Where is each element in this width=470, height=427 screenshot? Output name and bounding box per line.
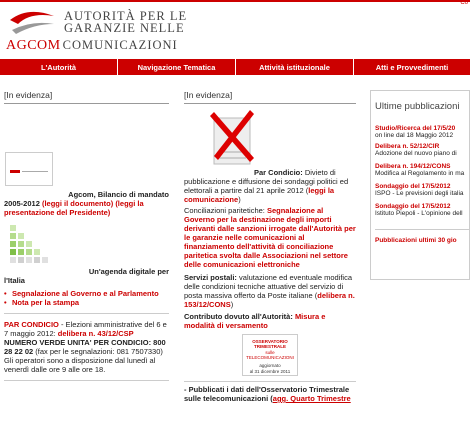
operatori-text: Gli operatori sono a disposizione dal lunedì al venerdì dalle ore 9 alle ore 18. [4, 356, 156, 374]
numero-verde: NUMERO VERDE UNITA' PER CONDICIO: 800 28 22 02 [4, 338, 166, 356]
bilancio-doc-link[interactable]: (leggi il documento) [41, 199, 114, 208]
list-item[interactable] [375, 125, 455, 139]
logo-text [64, 10, 187, 34]
par-condicio-text: - Elezioni amministrative del 6 e 7 maggio 2012: [4, 320, 167, 338]
publication-desc: Modifica al Regolamento in ma [375, 170, 465, 177]
osservatorio-news-link[interactable]: agg. Quarto Trimestre [272, 394, 351, 403]
agenda-title: Un'agenda digitale per [88, 267, 169, 276]
par-condicio-block [4, 320, 169, 338]
section-heading: [In evidenza] [4, 90, 169, 104]
par-condicio-link[interactable]: delibera n. 43/12/CSP [57, 329, 134, 338]
bilancio-block [4, 190, 169, 217]
osservatorio-title: OSSERVATORIO TRIMESTRALE [252, 339, 288, 349]
divider [375, 229, 469, 230]
logo-line-2: GARANZIE NELLE [64, 21, 185, 35]
conciliazioni-link[interactable]: Segnalazione al Governo per la destinazione degli importi derivanti dalle sanzioni irrogate dall'Autorità per le garanzie nelle comunicazioni al finanziamento dell'attività di conciliazione paritetica svolta dalle Associazioni nel settore delle comunicazioni elettroniche [184, 206, 356, 269]
bilancio-years: 2005-2012 [4, 199, 40, 208]
osservatorio-date-1: aggiornato [259, 363, 281, 368]
servizi-postali-news [184, 273, 356, 309]
list-item[interactable] [375, 163, 464, 177]
par-condicio-news-link[interactable]: leggi la comunicazione [184, 186, 335, 204]
contributo-label: Contributo dovuto all'Autorità: [184, 312, 295, 321]
servizi-postali-link[interactable]: delibera n. 153/12/CONS [184, 291, 355, 309]
logo-agcom-word: AGCOM [6, 38, 61, 53]
numero-verde-block [4, 338, 169, 356]
list-item[interactable] [375, 203, 463, 217]
nav-item-autorita[interactable]: L'Autorità [0, 59, 118, 76]
agenda-title-cont: l'Italia [4, 276, 25, 285]
conciliazioni-label: Conciliazioni paritetiche: [184, 206, 267, 215]
top-right-link[interactable]: Co [460, 0, 468, 6]
contributo-news [184, 312, 356, 330]
column-left [4, 90, 169, 387]
agenda-links [4, 289, 169, 307]
publication-desc: Istituto Piepoli - L'opinione dell [375, 210, 463, 217]
osservatorio-date-2: al 31 dicembre 2011 [249, 369, 291, 374]
bilancio-presentation-link[interactable]: (leggi la presentazione del Presidente) [4, 199, 144, 217]
ballot-x-icon[interactable] [210, 108, 258, 166]
publication-desc: Adozione del nuovo piano di [375, 150, 457, 157]
publication-title[interactable]: Delibera n. 52/12/CIR [375, 143, 440, 150]
ultime-pubblicazioni-panel [370, 90, 470, 280]
logo-line-3: COMUNICAZIONI [62, 38, 178, 52]
agenda-digitale-pyramid-icon[interactable] [8, 223, 52, 265]
par-condicio-news-close: ) [238, 195, 241, 204]
logo-swoosh-icon [8, 10, 56, 36]
servizi-postali-label: Servizi postali: [184, 273, 237, 282]
publication-title[interactable]: Sondaggio del 17/5/2012 [375, 203, 451, 210]
publications-30-days-link[interactable]: Pubblicazioni ultimi 30 gio [375, 237, 457, 244]
publication-title[interactable]: Delibera n. 194/12/CONS [375, 163, 451, 170]
fax-text: (fax per le segnalazioni: 081 7507330) [33, 347, 163, 356]
agcom-logo[interactable] [4, 6, 204, 54]
conciliazioni-news [184, 206, 356, 269]
nav-item-navigazione-tematica[interactable]: Navigazione Tematica [118, 59, 236, 76]
divider [184, 381, 356, 382]
main-nav [0, 58, 470, 75]
publication-desc: ISPO - Le previsioni degli italia [375, 190, 464, 197]
list-item[interactable]: • Segnalazione al Governo e al Parlamento [4, 289, 169, 298]
par-condicio-news-label: Par Condicio: [254, 168, 303, 177]
par-condicio-news [184, 168, 356, 204]
servizi-postali-text: valutazione ed eventuale modifica delle condizioni tecniche attuative del servizio di posta massiva offerto da Poste italiane ( [184, 273, 353, 300]
top-red-line [0, 0, 470, 2]
section-heading: [In evidenza] [184, 90, 356, 104]
contributo-link[interactable]: Misura e modalità di versamento [184, 312, 326, 330]
publication-desc: on line dal 18 Maggio 2012 [375, 132, 454, 139]
osservatorio-thumbnail[interactable] [242, 334, 298, 376]
bilancio-title: Agcom, Bilancio di mandato [68, 190, 169, 199]
osservatorio-news [184, 385, 356, 403]
nav-item-atti-provvedimenti[interactable]: Atti e Provvedimenti [375, 63, 449, 72]
servizi-postali-close: ) [230, 300, 234, 309]
list-item[interactable] [375, 183, 464, 197]
divider [4, 380, 169, 381]
divider [4, 313, 169, 314]
bilancio-thumbnail[interactable] [5, 152, 53, 186]
column-center [184, 90, 356, 403]
nav-item-attivita-istituzionale[interactable]: Attività istituzionale [236, 59, 354, 76]
list-item[interactable]: • Nota per la stampa [4, 298, 169, 307]
par-condicio-news-text: Divieto di pubblicazione e diffusione dei sondaggi politici ed elettorali a partire dal 21 aprile 2012 ( [184, 168, 349, 195]
thumbnail-red-bar [10, 170, 20, 173]
par-condicio-label: PAR CONDICIO [4, 320, 59, 329]
list-item[interactable] [375, 143, 457, 157]
thumbnail-line [22, 171, 48, 172]
logo-line-1: AUTORITÀ PER LE [64, 9, 188, 23]
publication-title[interactable]: Studio/Ricerca del 17/5/20 [375, 125, 456, 132]
publication-title[interactable]: Sondaggio del 17/5/2012 [375, 183, 451, 190]
panel-heading: Ultime pubblicazioni [375, 101, 460, 112]
osservatorio-subtitle: sulle TELECOMUNICAZIONI [246, 350, 294, 360]
osservatorio-news-text: - Pubblicati i dati dell'Osservatorio Trimestrale sulle telecomunicazioni ( [184, 385, 350, 403]
logo-agcom-line [6, 38, 178, 54]
